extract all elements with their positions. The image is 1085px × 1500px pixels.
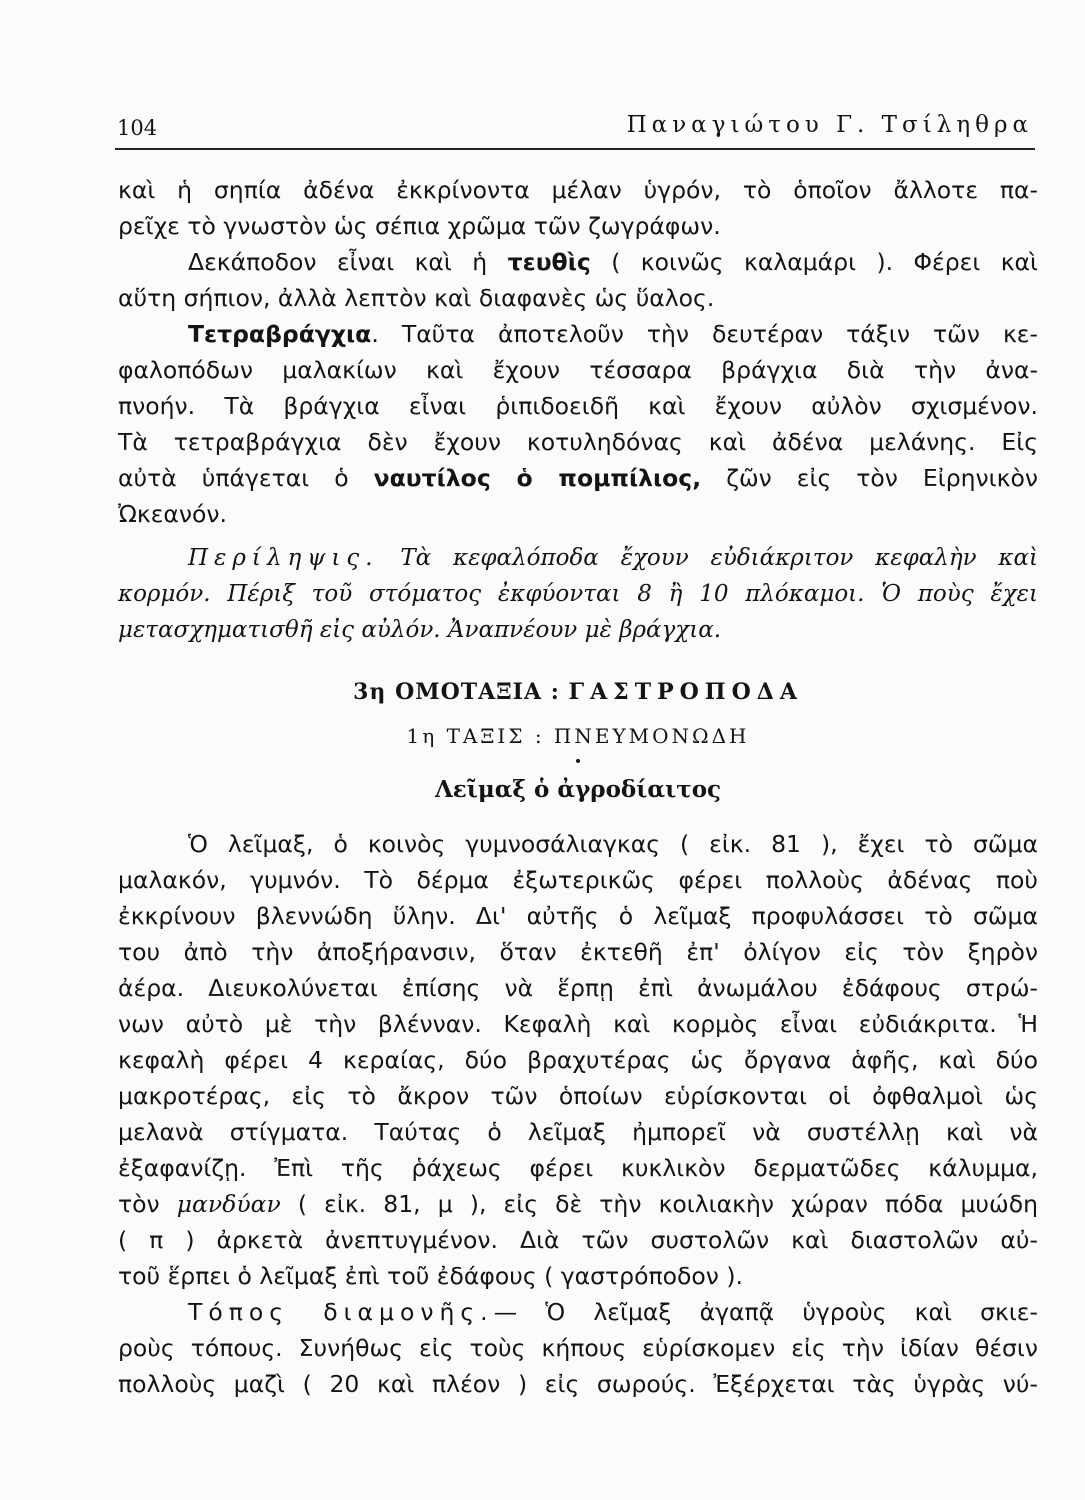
text-line: μετασχηματισθῆ εἰς αὐλόν. Ἀναπνέουν μὲ βράγχια. [118, 617, 722, 643]
text-line: ρεῖχε τὸ γνωστὸν ὡς σέπια χρῶμα τῶν ζωγράφων. [118, 212, 721, 240]
text-line: αὕτη σήπιον, ἀλλὰ λεπτὸν καὶ διαφανὲς ὡς ὕαλος. [118, 284, 715, 312]
paragraph-tetrabranchia [118, 316, 1038, 532]
page-header [115, 112, 1035, 150]
text-line: φαλοπόδων μαλακίων καὶ ἔχουν τέσσαρα βράγχια διὰ τὴν ἀνα- [118, 356, 1038, 384]
text-line: πολλοὺς μαζὶ ( 20 καὶ πλέον ) εἰς σωρούς. Ἐξέρχεται τὰς ὑγρὰς νύ- [118, 1370, 1038, 1398]
term-nautilus: ναυτίλος ὁ πομπίλιος, [373, 464, 702, 492]
text-line: ροὺς τόπους. Συνήθως εἰς τοὺς κήπους εὑρίσκομεν εἰς τὴν ἰδίαν θέσιν [118, 1334, 1038, 1362]
species-heading: Λεῖμαξ ὁ ἀγροδίαιτος [434, 776, 722, 803]
text-line: Περίληψις. Τὰ κεφαλόποδα ἔχουν εὐδιάκριτον κεφαλὴν καὶ [188, 545, 1038, 571]
summary-label: Περίληψις. [188, 545, 379, 571]
page-number: 104 [117, 116, 158, 140]
page-body [118, 172, 1038, 1402]
text-line: καὶ ἡ σηπία ἀδένα ἐκκρίνοντα μέλαν ὑγρόν, τὸ ὁποῖον ἄλλοτε πα- [118, 176, 1038, 204]
summary-paragraph [118, 540, 1038, 648]
text-line: Τόπος διαμονῆς.— Ὁ λεῖμαξ ἀγαπᾷ ὑγροὺς καὶ σκιε- [188, 1298, 1038, 1326]
text-line: αὐτὰ ὑπάγεται ὁ ναυτίλος ὁ πομπίλιος, ζῶν εἰς τὸν Εἰρηνικὸν [118, 464, 1038, 492]
text-line: τὸν μανδύαν ( εἰκ. 81, μ ), εἰς δὲ τὴν κοιλιακὴν χώραν πόδα μυώδη [118, 1190, 1038, 1218]
heading-dot: • [573, 754, 583, 770]
paragraph-sepia-ink [118, 172, 1038, 244]
text-line: νων αὐτὸ μὲ τὴν βλένναν. Κεφαλὴ καὶ κορμὸς εἶναι εὐδιάκριτα. Ἡ [118, 1010, 1038, 1038]
text-line: μελανὰ στίγματα. Ταύτας ὁ λεῖμαξ ἠμπορεῖ νὰ συστέλλῃ καὶ νὰ [118, 1118, 1038, 1146]
order-heading: 1η ΤΑΞΙΣ : ΠΝΕΥΜΟΝΩΔΗ [406, 724, 750, 748]
text-line: μαλακόν, γυμνόν. Τὸ δέρμα ἐξωτερικῶς φέρει πολλοὺς ἀδένας ποὺ [118, 866, 1038, 894]
paragraph-habitat [118, 1294, 1038, 1402]
text-line: Δεκάποδον εἶναι καὶ ἡ τευθὶς ( κοινῶς καλαμάρι ). Φέρει καὶ [188, 248, 1038, 276]
class-heading: 3η ΟΜΟΤΑΞΙΑ : ΓΑΣΤΡΟΠΟΔΑ [353, 679, 803, 705]
paragraph-limax [118, 826, 1038, 1294]
text-line: Ὁ λεῖμαξ, ὁ κοινὸς γυμνοσάλιαγκας ( εἰκ. 81 ), ἔχει τὸ σῶμα [188, 830, 1038, 858]
text-line: Τετραβράγχια. Ταῦτα ἀποτελοῦν τὴν δευτέραν τάξιν τῶν κε- [188, 320, 1038, 348]
text-line: μακροτέρας, εἰς τὸ ἄκρον τῶν ὁποίων εὑρίσκονται οἱ ὀφθαλμοὶ ὡς [118, 1082, 1038, 1110]
text-line: κορμόν. Πέριξ τοῦ στόματος ἐκφύονται 8 ἢ 10 πλόκαμοι. Ὁ ποὺς ἔχει [118, 581, 1038, 607]
text-line: κεφαλὴ φέρει 4 κεραίας, δύο βραχυτέρας ὡς ὄργανα ἁφῆς, καὶ δύο [118, 1046, 1038, 1074]
text-line: ἐκκρίνουν βλεννώδη ὕλην. Δι' αὐτῆς ὁ λεῖμαξ προφυλάσσει τὸ σῶμα [118, 902, 1038, 930]
text-line: Ὠκεανόν. [118, 500, 227, 528]
text-line: ( π ) ἀρκετὰ ἀνεπτυγμένον. Διὰ τῶν συστολῶν καὶ διαστολῶν αὐ- [118, 1226, 1038, 1254]
term-teuthis: τευθὶς [507, 248, 591, 276]
text-line: πνοήν. Τὰ βράγχια εἶναι ῥιπιδοειδῆ καὶ ἔχουν αὐλὸν σχισμένον. [118, 392, 1038, 420]
term-mantle: μανδύαν [176, 1190, 281, 1218]
text-line: ἀέρα. Διευκολύνεται ἐπίσης νὰ ἕρπῃ ἐπὶ ἀνωμάλου ἐδάφους στρώ- [118, 974, 1038, 1002]
text-line: Τὰ τετραβράγχια δὲν ἔχουν κοτυληδόνας καὶ ἀδένα μελάνης. Εἰς [118, 428, 1038, 456]
running-head-author: Παναγιώτου Γ. Τσίληθρα [626, 112, 1033, 138]
text-line: του ἀπὸ τὴν ἀποξήρανσιν, ὅταν ἐκτεθῆ ἐπ' ὀλίγον εἰς τὸν ξηρὸν [118, 938, 1038, 966]
text-line: ἐξαφανίζῃ. Ἐπὶ τῆς ῥάχεως φέρει κυκλικὸν δερματῶδες κάλυμμα, [118, 1154, 1038, 1182]
habitat-label: Τόπος διαμονῆς. [188, 1298, 494, 1326]
text-line: τοῦ ἕρπει ὁ λεῖμαξ ἐπὶ τοῦ ἐδάφους ( γαστρόποδον ). [118, 1262, 743, 1290]
class-name: ΓΑΣΤΡΟΠΟΔΑ [568, 679, 803, 705]
paragraph-squid [118, 244, 1038, 316]
term-tetrabranchia: Τετραβράγχια [188, 320, 372, 348]
